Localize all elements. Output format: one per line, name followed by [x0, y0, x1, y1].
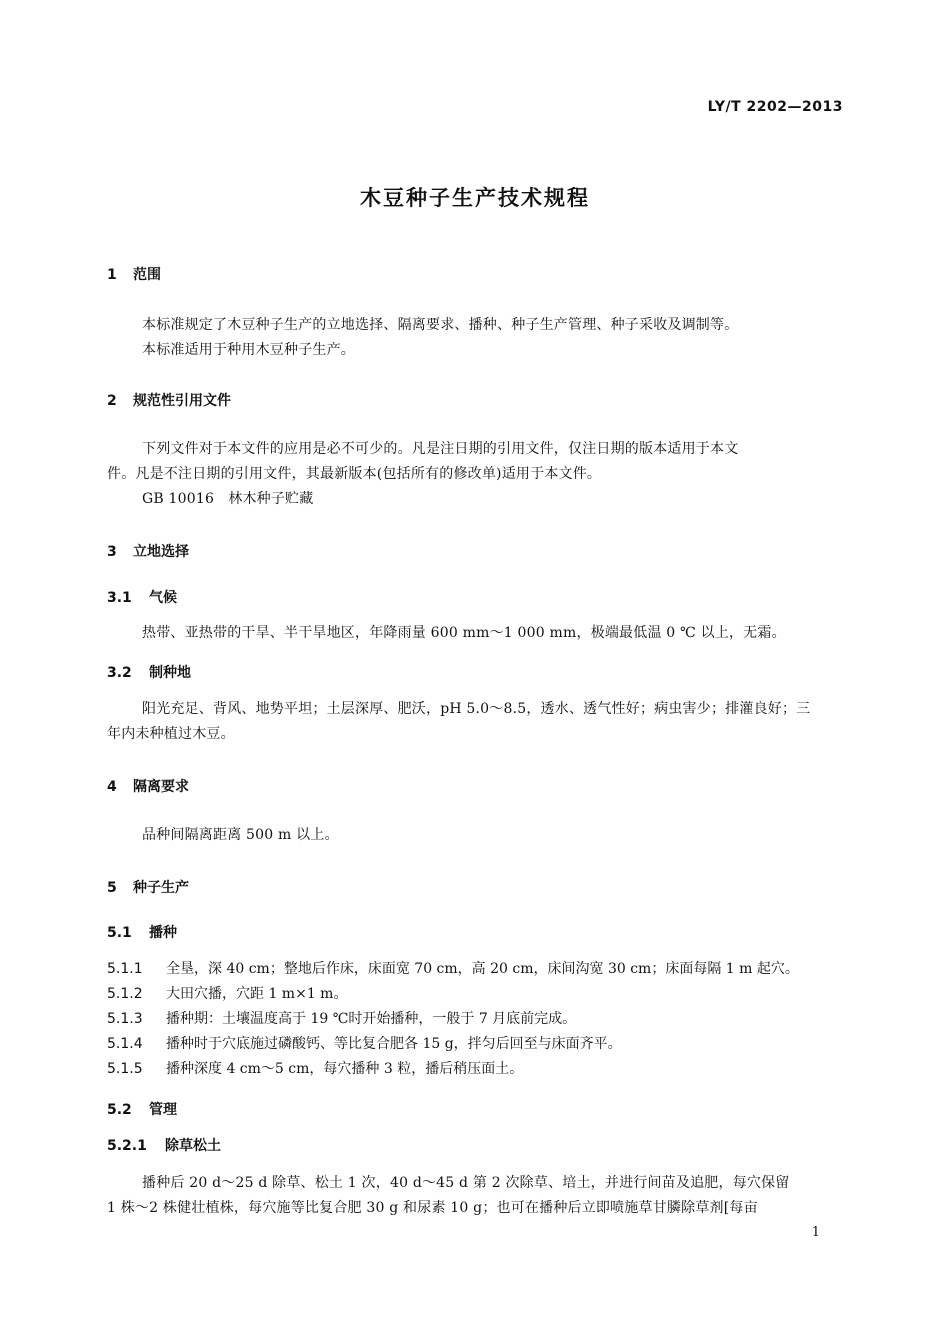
- section-title: 范围: [133, 267, 161, 283]
- clause-item: [107, 958, 799, 978]
- clause-text: 播种期：土壤温度高于 19 ℃时开始播种，一般于 7 月底前完成。: [166, 1011, 577, 1027]
- clause-number: 5.1.1: [107, 961, 143, 977]
- section-3-heading: [107, 541, 189, 561]
- paragraph-line: 年内未种植过木豆。: [107, 726, 235, 742]
- document-title: 木豆种子生产技术规程: [360, 186, 590, 210]
- paragraph: 品种间隔离距离 500 m 以上。: [142, 827, 339, 843]
- section-4-heading: [107, 776, 189, 796]
- normative-reference: GB 10016 林木种子贮藏: [142, 491, 314, 507]
- subsection-title: 制种地: [149, 665, 191, 681]
- section-1-heading: [107, 264, 161, 284]
- section-title: 立地选择: [133, 544, 189, 560]
- paragraph-line: 播种后 20 d～25 d 除草、松土 1 次，40 d～45 d 第 2 次除草、培土，并进行间苗及追肥，每穴保留: [142, 1175, 790, 1191]
- clause-item: [107, 1008, 576, 1028]
- subsection-number: 3.2: [107, 665, 132, 681]
- subsection-number: 5.2: [107, 1102, 132, 1118]
- clause-number: 5.1.2: [107, 986, 143, 1002]
- paragraph-line: 下列文件对于本文件的应用是必不可少的。凡是注日期的引用文件，仅注日期的版本适用于本文: [142, 441, 739, 457]
- section-title: 隔离要求: [133, 779, 189, 795]
- clause-item: [107, 983, 347, 1003]
- paragraph: 热带、亚热带的干旱、半干旱地区，年降雨量 600 mm～1 000 mm，极端最低温 0 ℃ 以上，无霜。: [142, 625, 786, 641]
- paragraph-line: 1 株～2 株健壮植株，每穴施等比复合肥 30 g 和尿素 10 g；也可在播种后立即喷施草甘膦除草剂[每亩: [107, 1200, 758, 1216]
- subsection-title: 气候: [149, 590, 177, 606]
- paragraph-line: 件。凡是不注日期的引用文件，其最新版本(包括所有的修改单)适用于本文件。: [107, 466, 602, 482]
- clause-item: [107, 1033, 622, 1053]
- subsection-number: 5.1: [107, 925, 132, 941]
- subsection-5-1-heading: [107, 922, 177, 942]
- section-2-heading: [107, 390, 231, 410]
- section-5-heading: [107, 877, 189, 897]
- clause-item: [107, 1058, 523, 1078]
- clause-number: 5.1.3: [107, 1011, 143, 1027]
- subsection-3-1-heading: [107, 587, 177, 607]
- clause-number: 5.1.4: [107, 1036, 143, 1052]
- section-number: 2: [107, 393, 117, 409]
- clause-text: 大田穴播，穴距 1 m×1 m。: [166, 986, 348, 1002]
- section-number: 5: [107, 880, 117, 896]
- clause-text: 全垦，深 40 cm；整地后作床，床面宽 70 cm，高 20 cm，床间沟宽 30 cm；床面每隔 1 m 起穴。: [166, 961, 799, 977]
- section-title: 种子生产: [133, 880, 189, 896]
- subsection-number: 3.1: [107, 590, 132, 606]
- subsection-number: 5.2.1: [107, 1138, 147, 1154]
- section-title: 规范性引用文件: [133, 393, 231, 409]
- clause-number: 5.1.5: [107, 1061, 143, 1077]
- subsection-title: 管理: [149, 1102, 177, 1118]
- subsection-5-2-1-heading: [107, 1135, 221, 1155]
- subsection-3-2-heading: [107, 662, 191, 682]
- section-number: 4: [107, 779, 117, 795]
- section-number: 3: [107, 544, 117, 560]
- subsection-title: 播种: [149, 925, 177, 941]
- section-number: 1: [107, 267, 117, 283]
- clause-text: 播种深度 4 cm～5 cm，每穴播种 3 粒，播后稍压面土。: [166, 1061, 524, 1077]
- clause-text: 播种时于穴底施过磷酸钙、等比复合肥各 15 g，拌匀后回至与床面齐平。: [166, 1036, 622, 1052]
- paragraph: 本标准适用于种用木豆种子生产。: [142, 342, 355, 358]
- subsection-5-2-heading: [107, 1099, 177, 1119]
- subsection-title: 除草松土: [165, 1138, 221, 1154]
- paragraph-line: 阳光充足、背风、地势平坦；土层深厚、肥沃，pH 5.0～8.5，透水、透气性好；病虫害少；排灌良好；三: [142, 701, 811, 717]
- paragraph: 本标准规定了木豆种子生产的立地选择、隔离要求、播种、种子生产管理、种子采收及调制等。: [142, 317, 739, 333]
- page-number: 1: [811, 1225, 820, 1240]
- standard-code: LY/T 2202—2013: [707, 99, 843, 115]
